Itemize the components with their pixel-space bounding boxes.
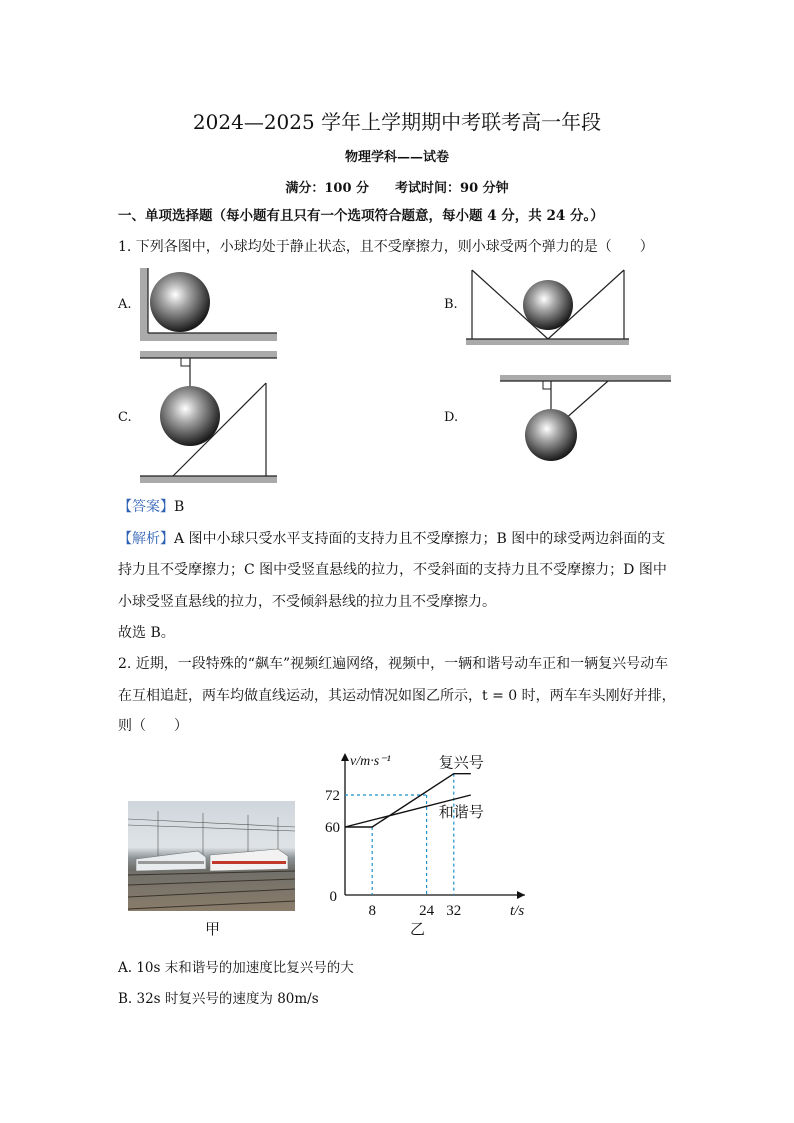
q2-stem-line-1: 2. 近期，一段特殊的“飙车”视频红遍网络，视频中，一辆和谐号动车正和一辆复兴号动车 xyxy=(118,656,669,672)
q2-option-b: B. 32s 时复兴号的速度为 80m/s xyxy=(118,991,319,1007)
x-tick-24: 24 xyxy=(419,903,435,919)
x-axis-label: t/s xyxy=(510,903,525,919)
ball-b xyxy=(523,280,573,330)
figure-a xyxy=(140,268,277,341)
analysis-line-2: 持力且不受摩擦力；C 图中受竖直悬线的拉力，不受斜面的支持力且不受摩擦力；D 图中 xyxy=(118,562,667,578)
origin-label: 0 xyxy=(329,889,337,905)
analysis-line-1 xyxy=(118,529,678,549)
ball-c xyxy=(160,386,220,446)
x-tick-8: 8 xyxy=(368,903,376,919)
analysis-line-3: 小球受竖直悬线的拉力，不受倾斜悬线的拉力且不受摩擦力。 xyxy=(118,594,496,610)
q1-option-c-label: C. xyxy=(118,410,132,425)
q2-stem-line-2: 在互相追赶，两车均做直线运动，其运动情况如图乙所示，t = 0 时，两车车头刚好并排， xyxy=(118,688,676,704)
ball-a xyxy=(150,272,210,332)
q1-option-a-label: A. xyxy=(118,297,132,312)
analysis-text-1: A 图中小球只受水平支持面的支持力且不受摩擦力；B 图中的球受两边斜面的支 xyxy=(174,531,666,547)
figure-c xyxy=(140,351,277,483)
section-heading: 一、单项选择题（每小题有且只有一个选项符合题意，每小题 4 分，共 24 分。） xyxy=(118,208,604,224)
q2-stem-line-3: 则（ ） xyxy=(118,718,188,734)
ball-d xyxy=(525,409,577,461)
page-title: 2024—2025 学年上学期期中考联考高一年段 xyxy=(192,110,602,134)
analysis-tag: 【解析】 xyxy=(118,531,174,547)
answer-line xyxy=(118,497,678,517)
y-axis-label: v/m·s⁻¹ xyxy=(350,754,391,769)
y-tick-72: 72 xyxy=(325,788,340,804)
q1-option-d-label: D. xyxy=(444,410,459,425)
chart-caption: 乙 xyxy=(410,920,426,938)
photo-caption: 甲 xyxy=(205,920,221,938)
series-label-0: 复兴号 xyxy=(438,753,484,772)
analysis-conclusion: 故选 B。 xyxy=(118,625,175,641)
vt-chart xyxy=(300,745,540,920)
y-axis-arrow xyxy=(341,753,349,761)
train-photo xyxy=(128,801,295,911)
y-tick-60: 60 xyxy=(325,820,340,836)
figure-b xyxy=(466,270,629,345)
q1-stem: 1. 下列各图中，小球均处于静止状态，且不受摩擦力，则小球受两个弹力的是（ ） xyxy=(118,239,654,255)
x-axis-arrow xyxy=(517,891,525,899)
answer-value: B xyxy=(174,499,185,515)
answer-tag: 【答案】 xyxy=(118,499,174,515)
exam-meta: 满分：100 分 考试时间：90 分钟 xyxy=(285,181,509,196)
x-tick-32: 32 xyxy=(446,903,462,919)
q1-option-b-label: B. xyxy=(444,297,458,312)
subject-line: 物理学科——试卷 xyxy=(344,150,449,165)
figure-d xyxy=(500,375,671,461)
train-photo-art xyxy=(128,801,295,911)
series-label-1: 和谐号 xyxy=(438,803,484,821)
q2-option-a: A. 10s 末和谐号的加速度比复兴号的大 xyxy=(118,960,354,976)
